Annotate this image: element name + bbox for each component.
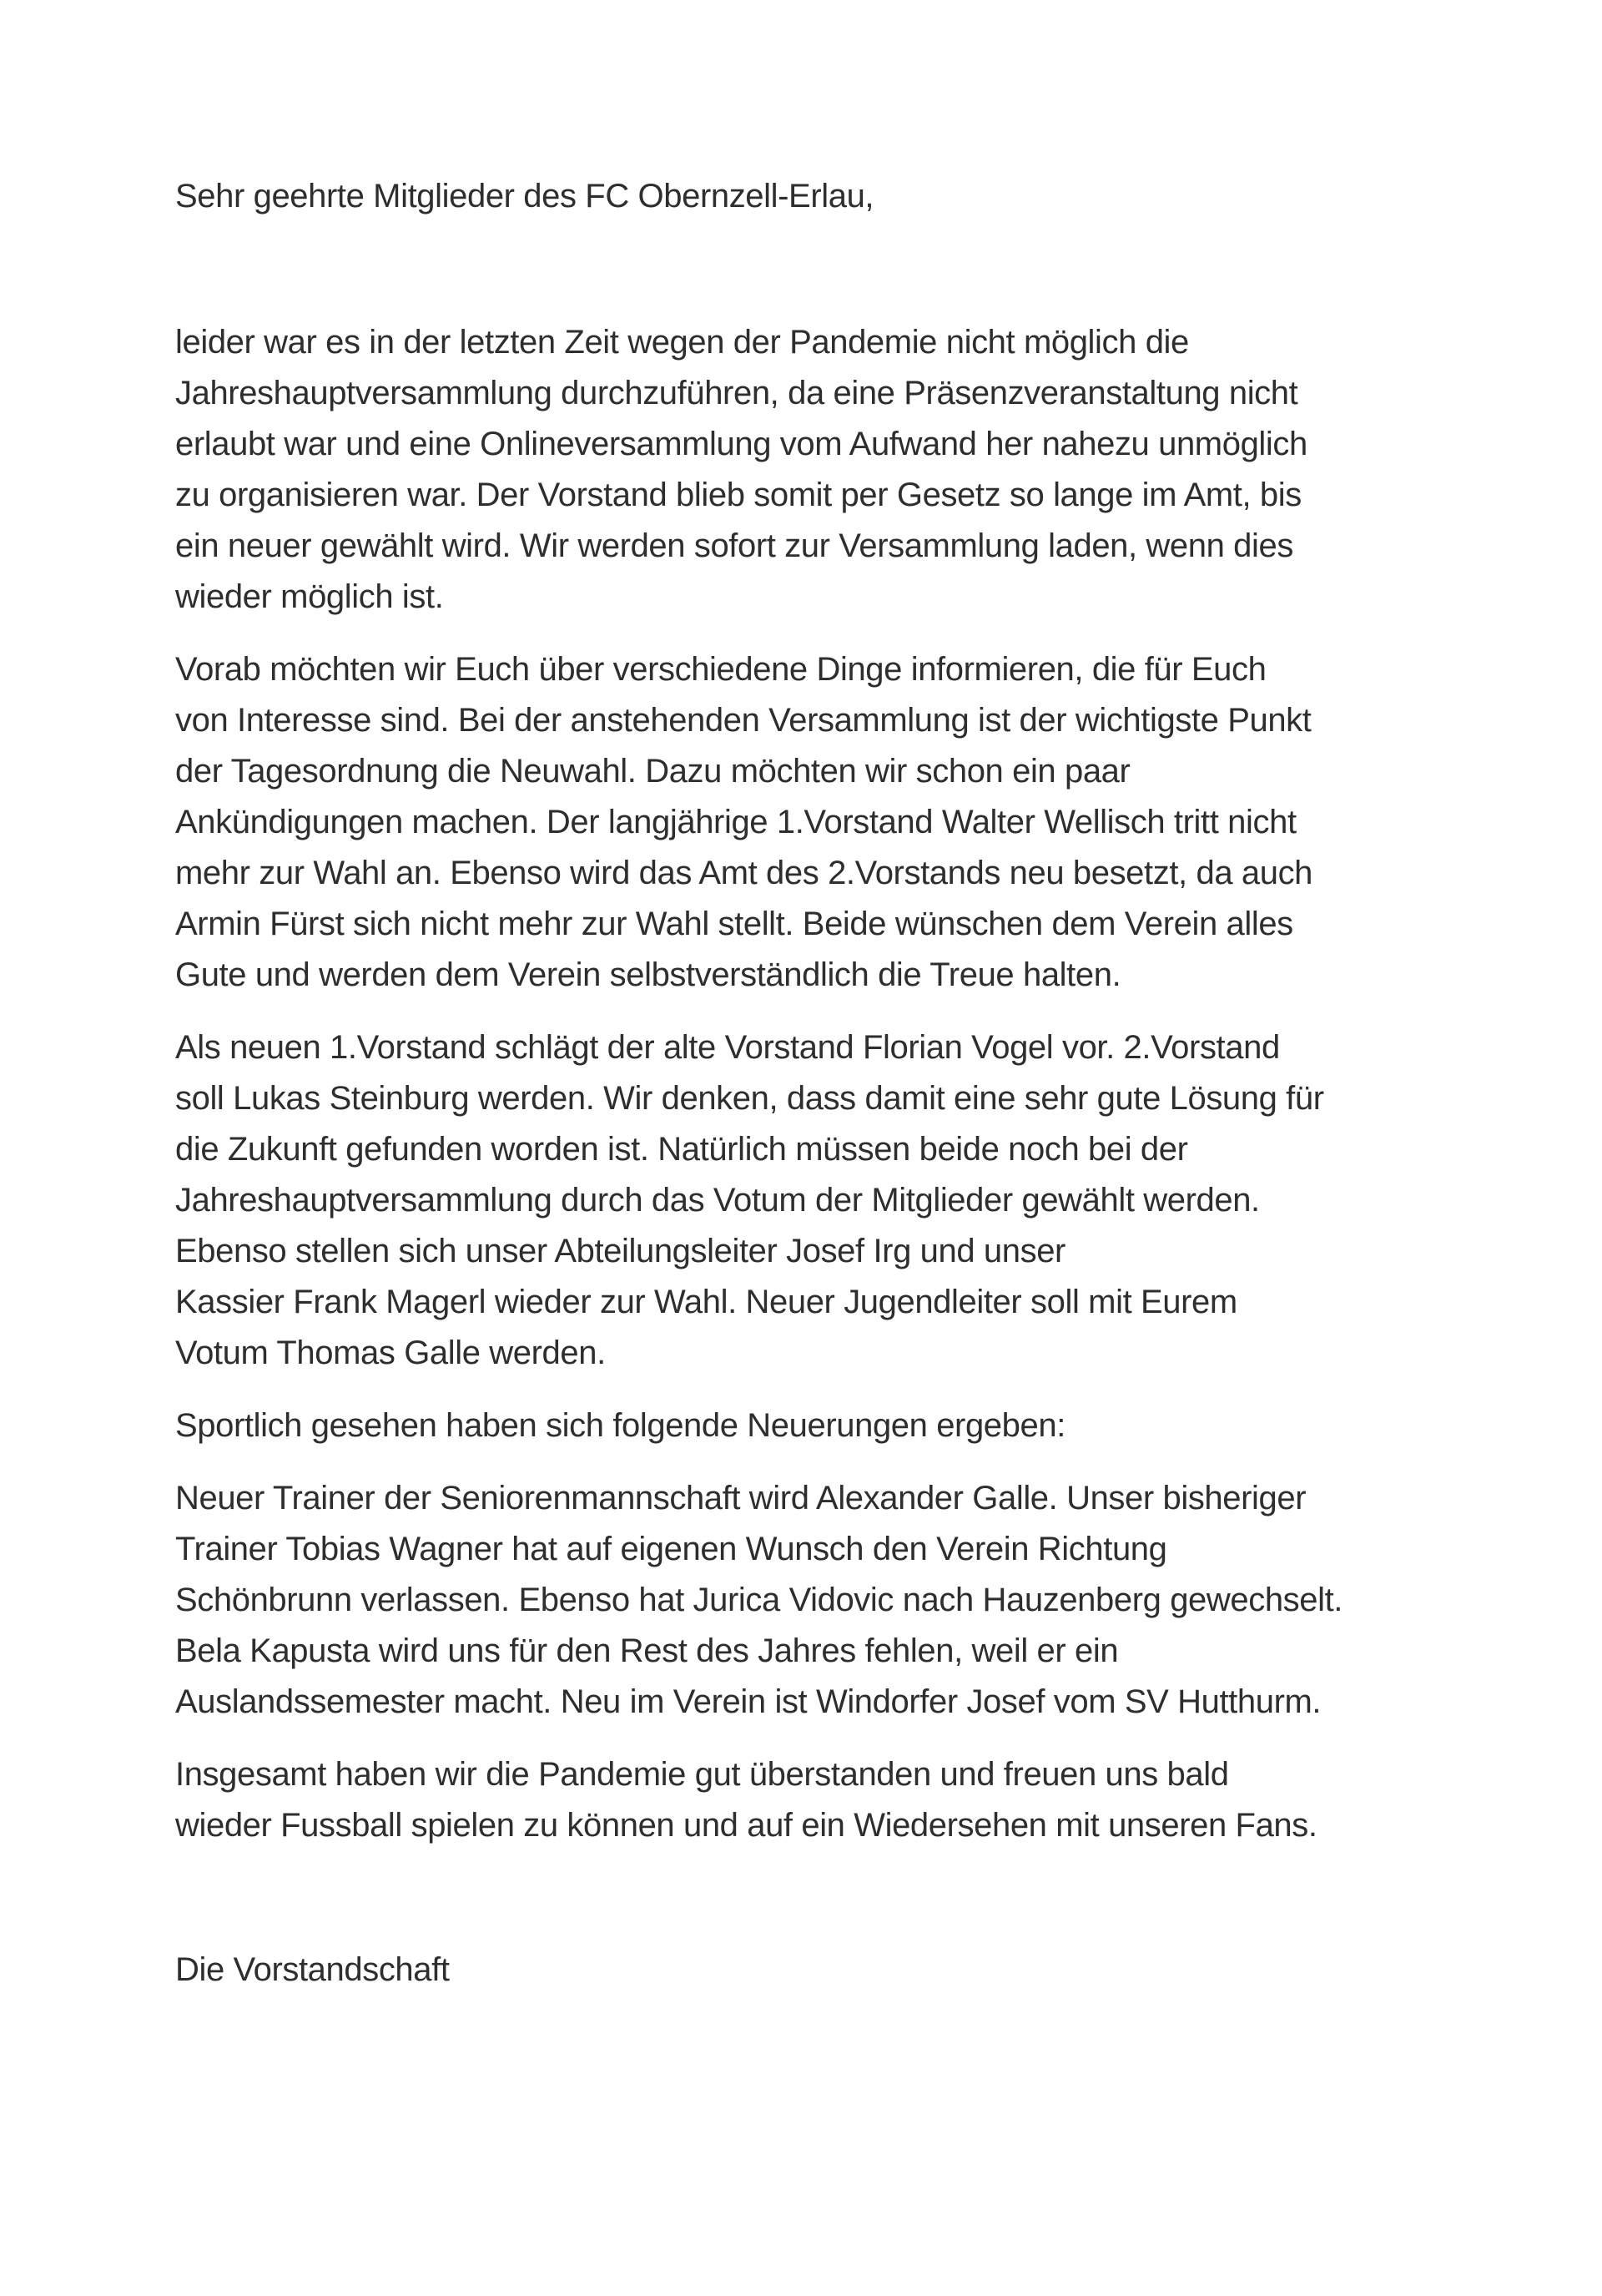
text-line: erlaubt war und eine Onlineversammlung vom Aufwand her nahezu unmöglich (175, 426, 1307, 462)
text-line: leider war es in der letzten Zeit wegen der Pandemie nicht möglich die (175, 324, 1189, 361)
text-line: ein neuer gewählt wird. Wir werden sofort zur Versammlung laden, wenn dies (175, 527, 1293, 564)
text-line: Armin Fürst sich nicht mehr zur Wahl stellt. Beide wünschen dem Verein alles (175, 906, 1293, 942)
text-line: Votum Thomas Galle werden. (175, 1335, 606, 1371)
text-line: Trainer Tobias Wagner hat auf eigenen Wunsch den Verein Richtung (175, 1531, 1167, 1567)
text-line: mehr zur Wahl an. Ebenso wird das Amt des 2.Vorstands neu besetzt, da auch (175, 855, 1313, 891)
letter-greeting: Sehr geehrte Mitglieder des FC Obernzell-Erlau, (175, 178, 874, 214)
letter-paragraph (175, 1022, 1343, 1379)
text-line: wieder Fussball spielen zu können und auf ein Wiedersehen mit unseren Fans. (175, 1807, 1317, 1844)
text-line: Ebenso stellen sich unser Abteilungsleiter Josef Irg und unser (175, 1233, 1065, 1269)
text-line: Insgesamt haben wir die Pandemie gut überstanden und freuen uns bald (175, 1756, 1229, 1793)
letter-paragraph (175, 1749, 1343, 1851)
letter-paragraph (175, 1400, 1343, 1451)
text-line: zu organisieren war. Der Vorstand blieb somit per Gesetz so lange im Amt, bis (175, 477, 1302, 513)
text-line: Kassier Frank Magerl wieder zur Wahl. Neuer Jugendleiter soll mit Eurem (175, 1284, 1237, 1320)
text-line: soll Lukas Steinburg werden. Wir denken, dass damit eine sehr gute Lösung für (175, 1080, 1324, 1117)
text-line: Vorab möchten wir Euch über verschiedene Dinge informieren, die für Euch (175, 651, 1267, 688)
text-line: Auslandssemester macht. Neu im Verein ist Windorfer Josef vom SV Hutthurm. (175, 1683, 1322, 1720)
text-line: die Zukunft gefunden worden ist. Natürlich müssen beide noch bei der (175, 1131, 1188, 1168)
letter-paragraph (175, 1473, 1343, 1728)
text-line: Jahreshauptversammlung durchzuführen, da eine Präsenzveranstaltung nicht (175, 375, 1298, 411)
text-line: Neuer Trainer der Seniorenmannschaft wird Alexander Galle. Unser bisheriger (175, 1480, 1307, 1516)
text-line: Ankündigungen machen. Der langjährige 1.Vorstand Walter Wellisch tritt nicht (175, 804, 1297, 840)
letter-body (175, 317, 1343, 1873)
text-line: Bela Kapusta wird uns für den Rest des Jahres fehlen, weil er ein (175, 1632, 1119, 1669)
text-line: von Interesse sind. Bei der anstehenden Versammlung ist der wichtigste Punkt (175, 702, 1312, 739)
letter-paragraph (175, 644, 1343, 1001)
letter-paragraph (175, 317, 1343, 623)
text-line: Gute und werden dem Verein selbstverständlich die Treue halten. (175, 956, 1121, 993)
letter-signature: Die Vorstandschaft (175, 1951, 450, 1988)
text-line: Sportlich gesehen haben sich folgende Neuerungen ergeben: (175, 1407, 1065, 1444)
text-line: Als neuen 1.Vorstand schlägt der alte Vorstand Florian Vogel vor. 2.Vorstand (175, 1029, 1280, 1066)
text-line: Schönbrunn verlassen. Ebenso hat Jurica Vidovic nach Hauzenberg gewechselt. (175, 1582, 1343, 1618)
text-line: der Tagesordnung die Neuwahl. Dazu möchten wir schon ein paar (175, 753, 1131, 790)
text-line: Jahreshauptversammlung durch das Votum der Mitglieder gewählt werden. (175, 1182, 1260, 1219)
text-line: wieder möglich ist. (175, 578, 444, 615)
